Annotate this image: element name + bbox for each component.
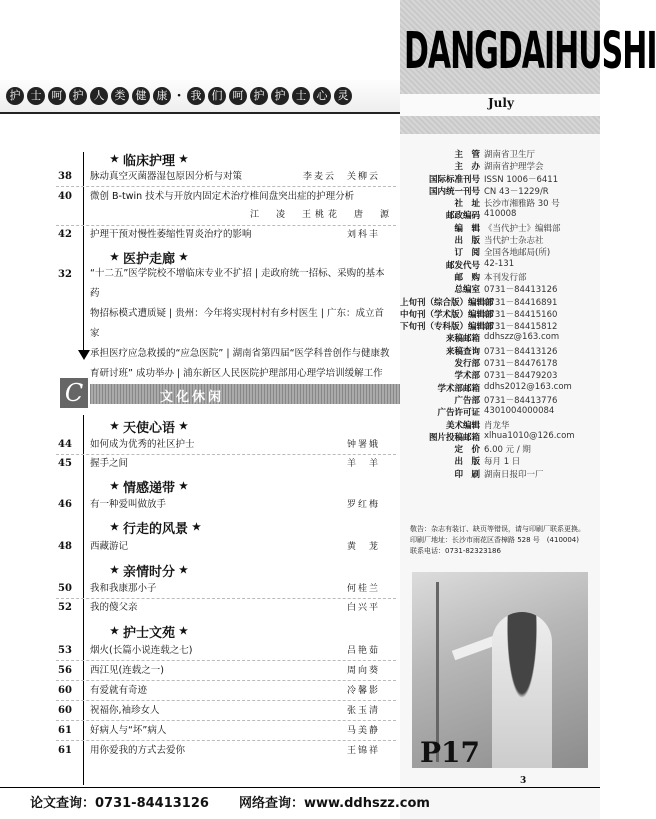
- entry-title: 西藏游记: [90, 541, 129, 552]
- entry-title: 护理干预对慢性萎缩性胃炎治疗的影响: [90, 229, 252, 240]
- section-title: 护士文苑: [122, 626, 175, 641]
- masthead-row: [400, 283, 600, 295]
- star-icon: ★: [110, 421, 119, 432]
- page-number: 38: [58, 171, 72, 182]
- masthead-value: 当代护士杂志社: [484, 236, 544, 247]
- masthead-label: 学术部: [454, 371, 480, 382]
- slogan-dot: ·: [176, 88, 182, 104]
- arrow-icon: [78, 350, 90, 360]
- masthead-row: [400, 419, 600, 431]
- masthead-row: [400, 308, 600, 320]
- section-literature: [110, 622, 188, 641]
- star-icon: ★: [110, 154, 119, 165]
- masthead-row: [400, 406, 600, 418]
- news-line: 承担医疗应急救援的“应急医院” | 湖南省第四届“医学科普创作与健康教: [90, 348, 390, 359]
- masthead-label: 来稿邮箱: [445, 334, 480, 345]
- masthead-row: [400, 357, 600, 369]
- masthead-value: 0731－84416891: [484, 297, 558, 308]
- entry-title: 有爱就有奇迹: [90, 685, 148, 696]
- notice-line: 联系电话：0731-82323186: [410, 547, 501, 555]
- masthead-label: 下旬刊（专科版）编辑部: [400, 322, 494, 333]
- section-title: 情感递带: [122, 481, 175, 496]
- section-clinical: [110, 150, 188, 169]
- entry-title: 西江见(连载之一): [90, 665, 164, 676]
- masthead-label: 广告许可证: [437, 408, 480, 419]
- masthead-label: 定 价: [454, 445, 480, 456]
- slogan-char: 呵: [229, 87, 247, 105]
- star-icon: ★: [191, 522, 201, 533]
- brand-title: DANGDAIHUSHI: [404, 22, 656, 82]
- entry-title: 有一种爱叫做放手: [90, 499, 167, 510]
- toc-rule: [83, 415, 84, 785]
- star-icon: ★: [110, 481, 119, 492]
- masthead-row: [400, 197, 600, 209]
- page-number: 61: [58, 745, 72, 756]
- page-number: 50: [58, 583, 72, 594]
- masthead-value: 0731－84413776: [484, 395, 558, 406]
- entry-author: 钟署娥: [346, 440, 380, 450]
- masthead-value: 湖南日报印一厂: [484, 469, 544, 480]
- photo-nurse: [492, 612, 552, 768]
- slogan: [6, 87, 352, 105]
- masthead-row: [400, 209, 600, 221]
- masthead-value: ISSN 1006－6411: [484, 174, 559, 185]
- culture-title: 文化休闲: [160, 390, 225, 405]
- page-number: 56: [58, 665, 72, 676]
- section-title: 亲情时分: [122, 565, 175, 580]
- star-icon: ★: [178, 481, 188, 492]
- notice: [410, 524, 595, 557]
- page-number: 60: [58, 705, 72, 716]
- masthead-label: 国际标准刊号: [428, 174, 480, 185]
- slogan-char: 护: [69, 87, 87, 105]
- star-icon: ★: [110, 565, 119, 576]
- masthead-value: 410008: [484, 209, 517, 220]
- entry-author: 罗红梅: [346, 500, 380, 510]
- entry-author: 羊 羊: [346, 459, 380, 469]
- entry-author: 王锦祥: [346, 746, 380, 756]
- entry-title: 握手之间: [90, 458, 129, 469]
- section-title: 天使心语: [122, 421, 175, 436]
- masthead-label: 中旬刊（学术版）编辑部: [400, 309, 494, 320]
- slogan-char: 护: [6, 87, 24, 105]
- star-icon: ★: [178, 154, 188, 165]
- masthead-row: [400, 443, 600, 455]
- masthead-value: ddhszz@163.com: [484, 332, 560, 343]
- page-number: 46: [58, 499, 72, 510]
- slogan-char: 心: [313, 87, 331, 105]
- masthead-row: [400, 455, 600, 467]
- masthead-value: 全国各地邮局(所): [484, 248, 551, 259]
- masthead-value: 湖南省卫生厅: [484, 150, 536, 160]
- masthead-row: [400, 148, 600, 160]
- entry-author: 黄 茏: [346, 542, 380, 552]
- masthead-value: 长沙市湘雅路 30 号: [484, 199, 560, 210]
- issue-month: July: [488, 96, 514, 110]
- masthead-label: 学术部邮箱: [437, 383, 480, 394]
- page-number: 60: [58, 685, 72, 696]
- web-query[interactable]: 网络查询：www.ddhszz.com: [238, 796, 430, 811]
- masthead-label: 主 管: [454, 150, 480, 160]
- entry-title: 我的傻父亲: [90, 602, 138, 613]
- slogan-char: 我: [187, 87, 205, 105]
- section-scenery: [110, 518, 201, 537]
- masthead-label: 编 辑: [454, 223, 480, 234]
- masthead-row: [400, 468, 600, 480]
- section-emotion: [110, 477, 188, 496]
- entry-author: 马美静: [346, 726, 380, 736]
- entry-author: 江 凌 王桃花 唐 源: [250, 210, 394, 220]
- entry-title: 脉动真空灭菌器湿包原因分析与对策: [90, 171, 243, 182]
- entry-title: 用你爱我的方式去爱你: [90, 745, 186, 756]
- toc-rule: [83, 152, 84, 354]
- entry-title: 烟火(长篇小说连载之七): [90, 645, 193, 656]
- section-family: [110, 561, 188, 580]
- masthead-label: 广告部: [454, 395, 480, 406]
- masthead-row: [400, 185, 600, 197]
- star-icon: ★: [110, 252, 119, 263]
- slogan-char: 健: [132, 87, 150, 105]
- entry-title: 好病人与“坏”病人: [90, 725, 167, 736]
- photo-pole: [436, 582, 439, 762]
- masthead-label: 发行部: [454, 359, 480, 370]
- section-title: 行走的风景: [122, 522, 188, 537]
- page-number: 52: [58, 602, 72, 613]
- masthead-label: 图片投稿邮箱: [428, 432, 480, 443]
- notice-line: 印刷厂地址：长沙市雨花区香樟路 528 号 (410004): [410, 536, 579, 544]
- masthead-label: 总编室: [454, 285, 480, 296]
- masthead-label: 社 址: [454, 199, 480, 210]
- masthead-value: CN 43－1229/R: [484, 186, 549, 197]
- slogan-char: 呵: [48, 87, 66, 105]
- masthead-value: 0731－84415812: [484, 322, 558, 333]
- entry-title: 祝福你,袖珍女人: [90, 705, 160, 716]
- masthead-label: 邮发代号: [445, 260, 480, 271]
- masthead-value: 0731－84479203: [484, 371, 558, 382]
- masthead-value: 0731－84415160: [484, 309, 558, 320]
- header-band: [0, 0, 400, 80]
- masthead-label: 上旬刊（综合版）编辑部: [400, 297, 494, 308]
- masthead-value: 4301004000084: [484, 406, 555, 417]
- notice-line: 敬告：杂志有装订、缺页等错误，请与印刷厂联系更换。: [410, 525, 585, 533]
- masthead-label: 印 刷: [454, 469, 480, 480]
- masthead-value: 6.00 元 / 期: [484, 445, 531, 456]
- masthead-value: 肖龙华: [484, 420, 510, 431]
- culture-banner: [60, 378, 400, 408]
- divider: [56, 720, 396, 721]
- section-title: 医护走廊: [122, 252, 175, 267]
- news-line: 育研讨班” 成功举办 | 浦东新区人民医院护理部用心理学培训缓解工作: [90, 368, 383, 379]
- masthead-value: ddhs2012@163.com: [484, 381, 572, 392]
- slogan-char: 康: [153, 87, 171, 105]
- news-line: “十二五”医学院校不增临床专业不扩招 | 走政府统一招标、采购的基本药: [90, 268, 385, 299]
- slogan-char: 人: [90, 87, 108, 105]
- divider: [56, 700, 396, 701]
- masthead-row: [400, 296, 600, 308]
- page-number: 40: [58, 191, 72, 202]
- footer-rule: [0, 787, 600, 788]
- masthead-label: 国内统一刊号: [428, 186, 480, 197]
- page-number: 44: [58, 439, 72, 450]
- star-icon: ★: [178, 252, 188, 263]
- section-angel: [110, 417, 188, 436]
- section-title: 临床护理: [122, 154, 175, 169]
- divider: [56, 740, 396, 741]
- masthead-row: [400, 345, 600, 357]
- masthead-row: [400, 332, 600, 344]
- masthead-row: [400, 382, 600, 394]
- photo-page-label: P17: [420, 736, 481, 769]
- masthead-label: 美术编辑: [445, 420, 480, 431]
- entry-author: 李麦云 关柳云: [302, 172, 380, 182]
- masthead-label: 来稿查询: [445, 346, 480, 357]
- entry-title: 微创 B-twin 技术与开放内固定术治疗椎间盘突出症的护理分析: [90, 191, 355, 202]
- slogan-char: 护: [250, 87, 268, 105]
- entry-author: 吕艳茹: [346, 646, 380, 656]
- star-icon: ★: [178, 626, 188, 637]
- masthead-value: 0731－84476178: [484, 359, 558, 370]
- entry-author: 白兴平: [346, 603, 380, 613]
- masthead-label: 出 版: [454, 457, 480, 468]
- page-number: 61: [58, 725, 72, 736]
- star-icon: ★: [178, 421, 188, 432]
- masthead-value: 湖南省护理学会: [484, 162, 544, 173]
- divider: [56, 660, 396, 661]
- news-line: 物招标模式遭质疑 | 贵州：今年将实现村村有乡村医生 | 广东：成立首家: [90, 308, 384, 339]
- divider: [56, 225, 396, 226]
- masthead-row: [400, 369, 600, 381]
- slogan-char: 士: [27, 87, 45, 105]
- divider: [56, 598, 396, 599]
- page-number-footer: 3: [520, 776, 527, 786]
- masthead-row: [400, 431, 600, 443]
- culture-letter: C: [60, 378, 88, 408]
- masthead-value: 0731－84413126: [484, 285, 558, 296]
- paper-query: 论文查询：0731-84413126: [30, 796, 209, 811]
- entry-author: 周向葵: [346, 666, 380, 676]
- slogan-char: 灵: [334, 87, 352, 105]
- slogan-char: 们: [208, 87, 226, 105]
- star-icon: ★: [178, 565, 188, 576]
- masthead-row: [400, 259, 600, 271]
- masthead-value: 0731－84413126: [484, 346, 558, 357]
- masthead-row: [400, 246, 600, 258]
- star-icon: ★: [110, 626, 119, 637]
- footer: [30, 792, 430, 811]
- page-number: 48: [58, 541, 72, 552]
- masthead-label: 主 办: [454, 162, 480, 173]
- masthead-row: [400, 173, 600, 185]
- divider: [56, 680, 396, 681]
- entry-title: 如何成为优秀的社区护士: [90, 439, 195, 450]
- slogan-bar: [0, 80, 400, 114]
- entry-author: 张玉清: [346, 706, 380, 716]
- entry-author: 刘科丰: [346, 230, 380, 240]
- page-number: 32: [58, 269, 72, 280]
- page-number: 53: [58, 645, 72, 656]
- entry-title: 我和我康那小子: [90, 583, 157, 594]
- slogan-char: 类: [111, 87, 129, 105]
- masthead-row: [400, 320, 600, 332]
- masthead-label: 邮 购: [454, 272, 480, 283]
- masthead-value: 本刊发行部: [484, 272, 527, 283]
- entry-author: 何桂兰: [346, 584, 380, 594]
- masthead-value: 42-131: [484, 258, 515, 269]
- masthead-row: [400, 271, 600, 283]
- page-number: 42: [58, 229, 72, 240]
- masthead-row: [400, 234, 600, 246]
- masthead-value: xlhua1010@126.com: [484, 430, 575, 441]
- masthead-row: [400, 394, 600, 406]
- masthead: [400, 148, 600, 480]
- divider: [56, 454, 396, 455]
- masthead-value: 《当代护士》编辑部: [484, 223, 561, 234]
- culture-bar: [90, 384, 400, 404]
- slogan-char: 士: [292, 87, 310, 105]
- entry-author: 冷馨影: [346, 686, 380, 696]
- masthead-row: [400, 160, 600, 172]
- star-icon: ★: [110, 522, 119, 533]
- divider: [56, 186, 396, 187]
- masthead-label: 邮政编码: [445, 211, 480, 222]
- slogan-char: 护: [271, 87, 289, 105]
- masthead-row: [400, 222, 600, 234]
- masthead-value: 每月 1 日: [484, 457, 521, 468]
- page-number: 45: [58, 458, 72, 469]
- masthead-label: 出 版: [454, 236, 480, 247]
- masthead-label: 订 阅: [454, 248, 480, 259]
